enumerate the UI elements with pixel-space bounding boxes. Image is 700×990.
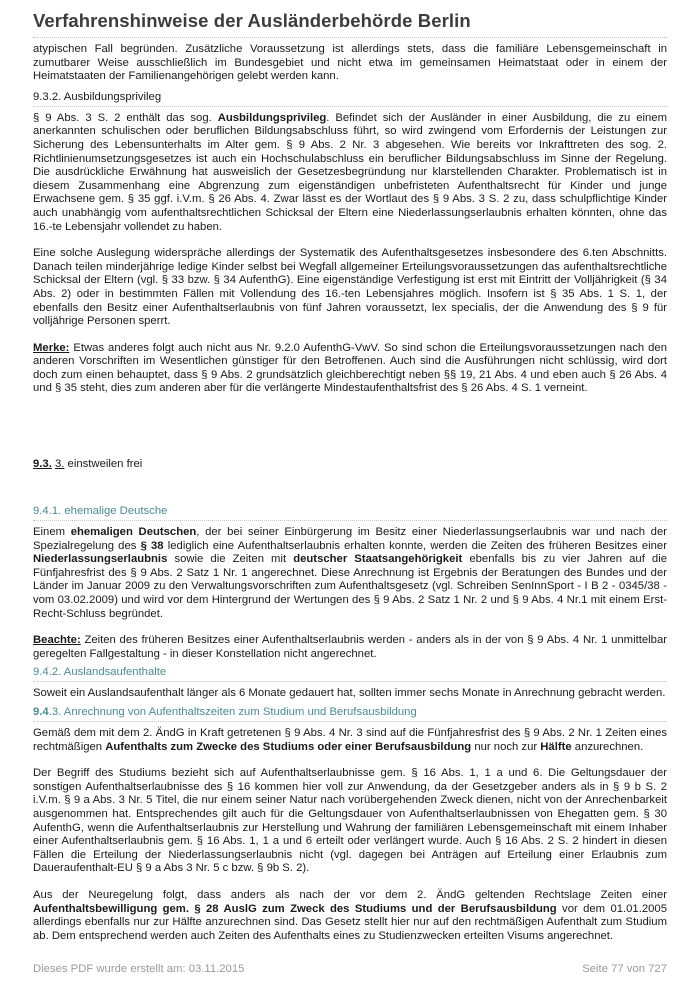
paragraph-9-3-2-1: § 9 Abs. 3 S. 2 enthält das sog. Ausbildungsprivileg. Befindet sich der Ausländer in einer Ausbildung, die zu einem anerkannten schulischen oder beruflichen Bildungsabschluss führt, so wird zwingend vom Erfordernis der Leistungen zur Sicherung des Lebensunterhalts im Alter gem. § 9 Abs. 2 Nr. 3 abgesehen. Wie bereits vor Inkrafttreten des sog. 2. Richtlinienumsetzungsgesetzes ist auch ein Hochschulabschluss ein beruflicher Bildungsabschluss im Sinne der Regelung. Die ausdrückliche Erwähnung hat ausweislich der Gesetzesbegründung nur klarstellenden Charakter. Problematisch ist in diesem Zusammenhang eine Abgrenzung zum eigenständigen unbefristeten Aufenthaltsrecht für Kinder und junge Erwachsene gem. § 35 ggf. i.V.m. § 26 Abs. 4. Zwar lässt es der Wortlaut des § 9 Abs. 3 S. 2 zu, dass schulpflichtige Kinder auch unabhängig vom aufenthaltsrechtlichen Schicksal der Eltern eine Niederlassungserlaubnis erhalten könnten, ohne das 16.-te Lebensjahr vollendet zu haben.: [33, 111, 667, 233]
intro-paragraph: atypischen Fall begründen. Zusätzliche Voraussetzung ist allerdings stets, dass die familiäre Lebensgemeinschaft in zumutbarer Weise ausschließlich im Bundesgebiet und nicht etwa im gemeinsamen Heimatstaat oder in einem der Heimatstaaten der Familienangehörigen gelebt werden kann.: [33, 43, 667, 83]
paragraph-9-3-2-2: Eine solche Auslegung widerspräche allerdings der Systematik des Aufenthaltsgesetzes insbesondere des 6.ten Abschnitts. Danach teilen minderjährige ledige Kinder selbst bei Wegfall allgemeiner Erteilungsvoraussetzungen das aufenthaltsrechtliche Schicksal der Eltern (vgl. § 33 bzw. § 34 AufenthG). Eine eigenständige Verfestigung ist erst mit Eintritt der Volljährigkeit (§ 34 Abs. 2) oder in bestimmten Fällen mit Vollendung des 16.-ten Lebensjahres möglich. Insofern ist § 35 Abs. 1 S. 1, der ebenfalls den Besitz einer Aufenthaltserlaubnis von fünf Jahren voraussetzt, lex specialis, der die Anwendung des § 9 für volljährige Personen sperrt.: [33, 247, 667, 328]
paragraph-9-4-1: Einem ehemaligen Deutschen, der bei seiner Einbürgerung im Besitz einer Niederlassungserlaubnis war und nach der Spezialregelung des § 38 lediglich eine Aufenthaltserlaubnis erhalten konnte, werden die Zeiten des früheren Besitzes einer Niederlassungserlaubnis sowie die Zeiten mit deutscher Staatsangehörigkeit ebenfalls bis zu vier Jahren auf die Fünfjahresfrist des § 9 Abs. 2 Satz 1 Nr. 1 angerechnet. Diese Anrechnung ist Ergebnis der Beratungen des Bundes und der Länder im Januar 2009 zu den Verwaltungsvorschriften zum Aufenthaltsgesetz (vgl. Schreiben SenInnSport - I B 2 - 0345/38 - vom 03.02.2009) und wird vor dem Hintergrund der Wertungen des § 9 Abs. 2 Satz 1 Nr. 2 und § 9 Abs. 4 Nr.1 mit einem Erst-Recht-Schluss begründet.: [33, 526, 668, 620]
paragraph-9-4-3-2: Der Begriff des Studiums bezieht sich auf Aufenthaltserlaubnisse gem. § 16 Abs. 1, 1 a und 6. Die Geltungsdauer der sonstigen Aufenthaltserlaubnisse des § 16 kommen hier voll zur Anwendung, da der Gesetzgeber anders als in § 9 b S. 2 i.V.m. § 9 a Abs. 3 Nr. 5 Titel, die nur einem seiner Natur nach vorübergehenden Zweck dienen, nicht von der Anrechenbarkeit ausgenommen hat. Entsprechendes gilt auch für die Geltungsdauer von Aufenthaltserlaubnissen von Ehegatten gem. § 30 AufenthG, wenn die Aufenthaltserlaubnis zur Herstellung und Wahrung der familiären Lebensgemeinschaft mit einem Inhaber einer Aufenthaltserlaubnis gem. § 16 Abs. 1, 1 a und 6 erteilt oder verlängert wurde. Auch § 16 Abs. 2 S. 2 hindert in diesen Fällen die Erteilung der Niederlassungserlaubnis nicht (vgl. dagegen bei Anträgen auf Erteilung einer Erlaubnis zum Daueraufenthalt-EU § 9 a Abs 3 Nr. 5 c bzw. § 9b S. 2).: [33, 767, 667, 875]
heading-9-4-1: 9.4.1. ehemalige Deutsche: [33, 500, 667, 521]
paragraph-9-4-2: Soweit ein Auslandsaufenthalt länger als 6 Monate gedauert hat, sollten immer sechs Monate in Anrechnung gebracht werden.: [33, 687, 666, 700]
paragraph-9-4-3-3: Aus der Neuregelung folgt, dass anders als nach der vor dem 2. ÄndG geltenden Rechtslage Zeiten einer Aufenthaltsbewilligung gem. § 28 AuslG zum Zweck des Studiums und der Berufsausbildung vor dem 01.01.2005 allerdings ebenfalls nur zur Hälfte anzurechnen sind. Das Gesetz stellt hier nur auf den rechtmäßigen Aufenthalt zum Studium ab. Dem entsprechend werden auch Zeiten des Aufenthalts eines zu Studienzwecken erteilten Visums angerechnet.: [33, 888, 667, 942]
page-footer: [33, 963, 667, 975]
term-ausbildungsprivileg: Ausbildungsprivileg: [217, 111, 327, 124]
heading-9-4-3: 9.4.3. Anrechnung von Aufenthaltszeiten zum Studium und Berufsausbildung: [33, 701, 667, 722]
heading-9-4-2: 9.4.2. Auslandsaufenthalte: [33, 661, 667, 682]
merke-label: Merke:: [33, 341, 70, 354]
section-number-9-3: 9.3.: [33, 458, 52, 471]
footer-created-date: Dieses PDF wurde erstellt am: 03.11.2015: [33, 963, 245, 975]
document-title: Verfahrenshinweise der Ausländerbehörde Berlin: [33, 10, 667, 38]
merke-paragraph: Merke: Etwas anderes folgt auch nicht aus Nr. 9.2.0 AufenthG-VwV. So sind schon die Erteilungsvoraussetzungen nach den anderen Vorschriften im Wesentlichen günstiger für den Betroffenen. Auch sind die Ausführungen nicht schlüssig, wird dort doch zum einen behauptet, dass § 9 Abs. 2 grundsätzlich gleichberechtigt neben §§ 19, 21 Abs. 4 und eben auch § 26 Abs. 4 und § 35 steht, dies zum anderen aber für die verlängerte Mindestaufenthaltsfrist des § 26 Abs. 4 S. 1 verneint.: [33, 341, 667, 395]
beachte-label: Beachte:: [33, 634, 81, 647]
beachte-paragraph: Beachte: Zeiten des früheren Besitzes einer Aufenthaltserlaubnis werden - anders als in der von § 9 Abs. 4 Nr. 1 unmittelbar geregelten Fallgestaltung - in dieser Konstellation nicht angerechnet.: [33, 634, 667, 660]
heading-9-3-2: 9.3.2. Ausbildungsprivileg: [33, 84, 667, 107]
footer-page-number: Seite 77 von 727: [582, 963, 667, 975]
paragraph-9-4-3-1: Gemäß dem mit dem 2. ÄndG in Kraft getretenen § 9 Abs. 4 Nr. 3 sind auf die Fünfjahresfrist des § 9 Abs. 2 Nr. 1 Zeiten eines rechtmäßigen Aufenthalts zum Zwecke des Studiums oder einer Berufsausbildung nur noch zur Hälfte anzurechnen.: [33, 727, 667, 753]
heading-9-3-3: 9.3. 3. einstweilen frei: [33, 458, 143, 471]
